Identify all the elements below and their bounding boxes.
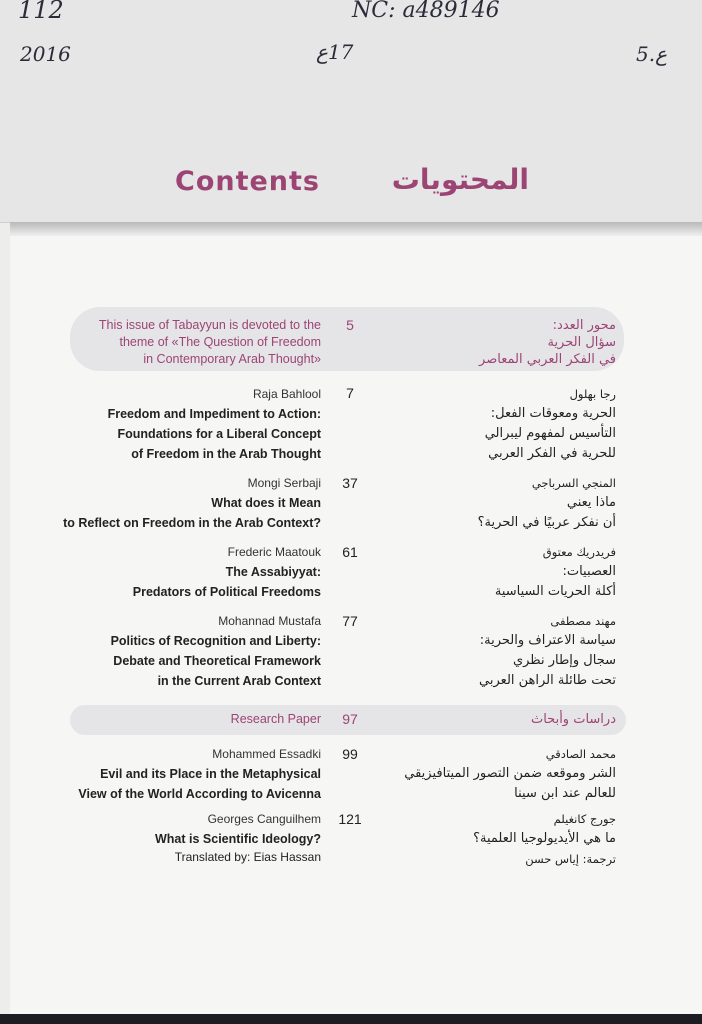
handwritten-mark-right: ع.5 — [636, 42, 668, 66]
entry-1-author: Raja Bahlool — [252, 387, 321, 401]
entry-6-title-line-2: View of the World According to Avicenna — [78, 787, 321, 801]
entry-2-author-ar: المنجي السرباجي — [531, 476, 616, 490]
theme-line-3: in Contemporary Arab Thought» — [143, 352, 321, 366]
entry-2-author: Mongi Serbaji — [247, 476, 321, 490]
entry-4-author: Mohannad Mustafa — [218, 614, 321, 628]
entry-4-title-ar-line-3: تحت طائلة الراهن العربي — [479, 673, 616, 688]
entry-3-english — [133, 542, 321, 602]
entry-4-title-ar-line-1: سياسة الاعتراف والحرية: — [479, 633, 616, 648]
section-title-english: Research Paper — [230, 712, 321, 726]
entry-1-page-number: 7 — [346, 385, 354, 401]
section-title-arabic: دراسات وأبحاث — [530, 712, 616, 727]
entry-3-title-line-1: The Assabiyyat: — [225, 565, 321, 579]
entry-6-title-ar-line-2: للعالم عند ابن سينا — [514, 786, 616, 801]
theme-ar-line-2: سؤال الحرية — [547, 335, 616, 350]
page-fold-shadow — [10, 222, 702, 236]
entry-7-author-ar: جورج كانغيلم — [553, 812, 616, 826]
theme-text-english — [99, 317, 321, 368]
entry-4-title-ar-line-2: سجال وإطار نظري — [512, 653, 616, 668]
entry-1-arabic — [376, 384, 616, 464]
entry-7-arabic — [376, 809, 616, 869]
entry-3-title-ar-line-2: أكلة الحريات السياسية — [494, 584, 616, 599]
contents-title-arabic: المحتويات — [391, 163, 529, 196]
entry-6-title-line-1: Evil and its Place in the Metaphysical — [100, 767, 321, 781]
entry-4-title-line-2: Debate and Theoretical Framework — [113, 654, 321, 668]
theme-line-1: This issue of Tabayyun is devoted to the — [98, 318, 321, 332]
entry-3-title-ar-line-1: العصبيات: — [562, 564, 616, 579]
entry-7-author: Georges Canguilhem — [207, 812, 321, 826]
section-page-number: 97 — [342, 711, 358, 727]
header-band — [0, 0, 702, 223]
entry-2-title-line-2: to Reflect on Freedom in the Arab Context? — [63, 516, 321, 530]
entry-4-title-line-1: Politics of Recognition and Liberty: — [110, 634, 321, 648]
entry-1-title-line-3: of Freedom in the Arab Thought — [131, 447, 321, 461]
entry-4-title-line-3: in the Current Arab Context — [157, 674, 321, 688]
entry-7-english — [155, 809, 321, 865]
theme-ar-line-3: في الفكر العربي المعاصر — [479, 352, 616, 367]
handwritten-catalog-number: NC: a489146 — [352, 0, 500, 23]
entry-3-title-line-2: Predators of Political Freedoms — [132, 585, 321, 599]
entry-3-author: Frederic Maatouk — [227, 545, 321, 559]
handwritten-mark-center: 17ع — [316, 40, 354, 64]
entry-1-title-ar-line-1: الحرية ومعوقات الفعل: — [490, 406, 616, 421]
entry-2-title-ar-line-2: أن نفكر عربيًا في الحرية؟ — [477, 515, 616, 530]
theme-text-arabic — [376, 317, 616, 368]
entry-4-arabic — [376, 611, 616, 691]
entry-1-title-line-2: Foundations for a Liberal Concept — [117, 427, 321, 441]
entry-2-title-ar-line-1: ماذا يعني — [566, 495, 616, 510]
entry-7-title-ar-line-1: ما هي الأيديولوجيا العلمية؟ — [473, 831, 616, 846]
entry-2-arabic — [376, 473, 616, 533]
handwritten-note-top-left: 112 — [18, 0, 64, 24]
entry-4-english — [111, 611, 321, 691]
contents-title-english: Contents — [175, 166, 321, 197]
handwritten-year: 2016 — [20, 42, 71, 66]
entry-1-author-ar: رجا بهلول — [569, 387, 616, 401]
entry-3-arabic — [376, 542, 616, 602]
entry-6-author: Mohammed Essadki — [212, 747, 321, 761]
entry-4-author-ar: مهند مصطفى — [550, 614, 616, 628]
theme-ar-line-1: محور العدد: — [552, 318, 616, 333]
entry-6-page-number: 99 — [342, 746, 358, 762]
entry-1-english — [108, 384, 321, 464]
entry-6-arabic — [376, 744, 616, 804]
entry-3-page-number: 61 — [342, 544, 358, 560]
entry-4-page-number: 77 — [342, 613, 358, 629]
entry-2-title-line-1: What does it Mean — [211, 496, 321, 510]
theme-line-2: theme of «The Question of Freedom — [119, 335, 321, 349]
entry-6-english — [78, 744, 321, 804]
entry-1-title-ar-line-2: التأسيس لمفهوم ليبرالي — [484, 426, 616, 441]
entry-7-title-line-1: What is Scientific Ideology? — [155, 832, 321, 846]
entry-7-page-number: 121 — [338, 811, 362, 827]
entry-3-author-ar: فريدريك معتوق — [542, 545, 616, 559]
entry-2-page-number: 37 — [342, 475, 358, 491]
entry-2-english — [63, 473, 321, 533]
entry-7-translator: Translated by: Eias Hassan — [174, 850, 321, 864]
entry-6-title-ar-line-1: الشر وموقعه ضمن التصور الميتافيزيقي — [404, 766, 616, 781]
entry-7-translator-ar: ترجمة: إياس حسن — [525, 852, 616, 866]
theme-page-number: 5 — [346, 317, 354, 333]
entry-1-title-ar-line-3: للحرية في الفكر العربي — [488, 446, 616, 461]
entry-1-title-line-1: Freedom and Impediment to Action: — [107, 407, 321, 421]
entry-6-author-ar: محمد الصادقي — [545, 747, 616, 761]
